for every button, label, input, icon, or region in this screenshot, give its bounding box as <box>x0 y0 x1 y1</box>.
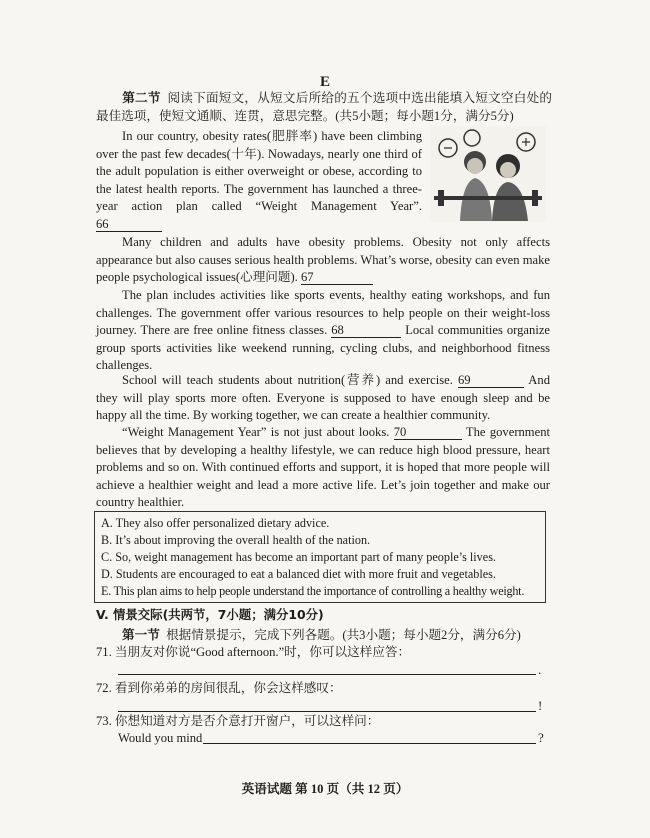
blank-69[interactable]: 69 <box>458 373 524 388</box>
section-letter: E <box>319 74 330 90</box>
p5-before: “Weight Management Year” is not just about looks. <box>122 425 390 439</box>
blank-70[interactable]: 70 <box>394 425 462 440</box>
blank-68[interactable]: 68 <box>331 323 401 338</box>
option-d: D. Students are encouraged to eat a balanced diet with more fruit and vegetables. <box>101 567 496 581</box>
q73-end-mark: ? <box>538 730 544 745</box>
part5-heading: V. 情景交际(共两节，7小题；满分10分) <box>96 607 324 622</box>
instructions-text: 阅读下面短文，从短文后所给的五个选项中选出能填入短文空白处的最佳选项，使短文通顺、连贯，意思完整。(共5小题；每小题1分，满分5分) <box>96 91 553 123</box>
options-box <box>94 511 546 603</box>
fitness-people-illustration <box>430 126 546 222</box>
p3-before: The plan includes activities like sports events, healthy eating workshops, and fun challenges. The government offer various resources to help people on their weight-loss journey. There are free online fitness classes. <box>96 288 550 338</box>
answer-line-72[interactable] <box>118 711 536 712</box>
q72-end-mark: ! <box>538 698 543 713</box>
p5-after: The government believes that by developing a healthy lifestyle, we can reduce high blood pressure, heart problems and so on. With continued efforts and support, it is hoped that more people will achieve a healthier weight and lead a more active life. Let’s join together and make our country healthier. <box>96 425 550 510</box>
part5-sub-label: 第一节 <box>122 628 160 642</box>
page-footer: 英语试题 第 10 页（共 12 页） <box>241 782 409 796</box>
question-71: 71. 当朋友对你说“Good afternoon.”时，你可以这样应答： <box>96 645 411 659</box>
question-72: 72. 看到你弟弟的房间很乱，你会这样感叹： <box>96 681 342 695</box>
p1-text: In our country, obesity rates(肥胖率) have been climbing over the past few decades(十年). Nowadays, nearly one third of the adult population is either overweight or obese, according to the latest health reports. The government has launched a three-year action plan called “Weight Management Year”. <box>96 129 422 214</box>
answer-line-73[interactable] <box>203 743 536 744</box>
p4-before: School will teach students about nutrition(营养) and exercise. <box>122 373 453 387</box>
p4-after: And they will play sports more often. Everyone is supposed to have enough sleep and be happy all the time. By working together, we can create a healthier community. <box>96 373 550 423</box>
part5-subsection <box>96 627 550 645</box>
passage-paragraph-2 <box>96 234 550 287</box>
passage-paragraph-3 <box>96 287 550 375</box>
instructions <box>96 90 552 125</box>
part5-sub-text: 根据情景提示，完成下列各题。(共3小题；每小题2分，满分6分) <box>166 628 521 642</box>
passage-paragraph-5 <box>96 424 550 512</box>
blank-66[interactable]: 66 <box>96 217 162 232</box>
answer-line-71[interactable] <box>118 674 536 675</box>
p2-text: Many children and adults have obesity problems. Obesity not only affects appearance but also causes serious health problems. What’s worse, obesity can even make people psychological issues(心理问题). <box>96 235 550 285</box>
q71-end-mark: . <box>538 662 542 677</box>
option-e: E. This plan aims to help people understand the importance of controlling a healthy weight. <box>101 584 525 598</box>
option-b: B. It’s about improving the overall health of the nation. <box>101 533 371 547</box>
p3-after: Local communities organize group sports activities like weekend running, cycling clubs, and neighborhood fitness challenges. <box>96 323 550 373</box>
passage-paragraph-4 <box>96 372 550 425</box>
section-label: 第二节 <box>122 91 161 105</box>
question-73: 73. 你想知道对方是否介意打开窗户，可以这样问： <box>96 714 380 728</box>
option-c: C. So, weight management has become an important part of many people’s lives. <box>101 550 496 564</box>
passage-paragraph-1 <box>96 128 422 234</box>
option-a: A. They also offer personalized dietary advice. <box>101 516 330 530</box>
blank-67[interactable]: 67 <box>301 270 373 285</box>
q73-prefix: Would you mind <box>118 731 203 745</box>
